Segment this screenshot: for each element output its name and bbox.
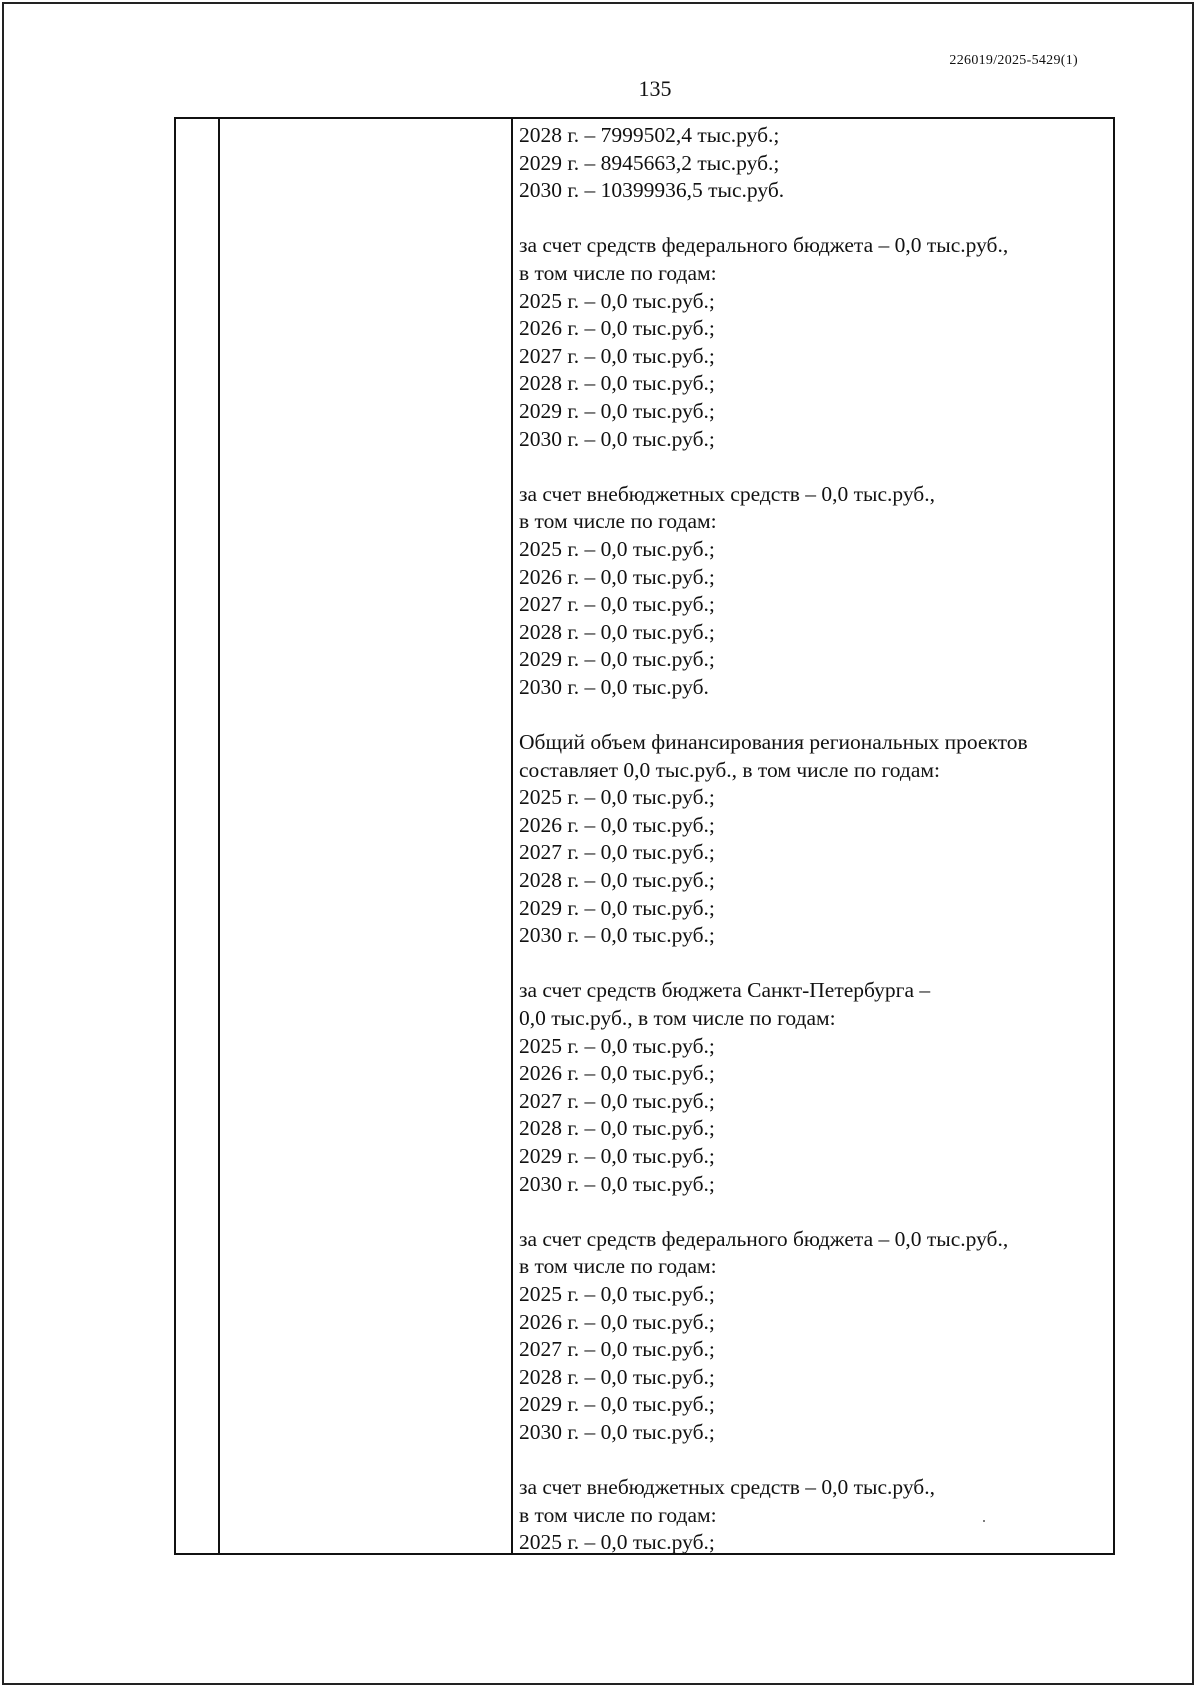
paragraph-gap — [519, 701, 1107, 729]
text-line: 2030 г. – 10399936,5 тыс.руб. — [519, 178, 785, 203]
text-line: в том числе по годам: — [519, 260, 717, 285]
text-line: 0,0 тыс.руб., в том числе по годам: — [519, 1006, 836, 1030]
text-line: 2029 г. – 0,0 тыс.руб.; — [519, 1392, 715, 1417]
paragraph-gap — [519, 950, 1107, 978]
text-line: 2029 г. – 0,0 тыс.руб.; — [519, 895, 715, 920]
text-line: в том числе по годам: — [519, 509, 717, 534]
text-line: 2028 г. – 7999502,4 тыс.руб.; — [519, 123, 780, 147]
text-line: 2030 г. – 0,0 тыс.руб.; — [519, 923, 715, 948]
text-line: 2027 г. – 0,0 тыс.руб.; — [519, 1088, 715, 1113]
text-line: 2028 г. – 0,0 тыс.руб.; — [519, 619, 715, 644]
text-line: 2026 г. – 0,0 тыс.руб.; — [519, 564, 715, 589]
paragraph-gap — [519, 453, 1107, 481]
text-line: 2028 г. – 0,0 тыс.руб.; — [519, 1364, 715, 1389]
text-line: составляет 0,0 тыс.руб., в том числе по годам: — [519, 757, 940, 782]
text-line: 2029 г. – 0,0 тыс.руб.; — [519, 647, 715, 672]
paragraph-gap — [519, 205, 1107, 233]
financing-table — [174, 117, 1115, 1555]
text-line: 2025 г. – 0,0 тыс.руб.; — [519, 1281, 715, 1306]
text-line: 2026 г. – 0,0 тыс.руб.; — [519, 316, 715, 341]
text-line: 2029 г. – 0,0 тыс.руб.; — [519, 398, 715, 423]
text-line: 2027 г. – 0,0 тыс.руб.; — [519, 840, 715, 865]
text-line: 2028 г. – 0,0 тыс.руб.; — [519, 1116, 715, 1141]
column-divider-2 — [511, 119, 513, 1553]
text-line: 2027 г. – 0,0 тыс.руб.; — [519, 592, 715, 617]
paragraph-gap — [519, 1447, 1107, 1475]
text-line: 2029 г. – 0,0 тыс.руб.; — [519, 1143, 715, 1168]
text-line: 2026 г. – 0,0 тыс.руб.; — [519, 1309, 715, 1334]
document-number: 226019/2025-5429(1) — [949, 53, 1078, 68]
text-line: 2025 г. – 0,0 тыс.руб.; — [519, 785, 715, 810]
text-line: 2025 г. – 0,0 тыс.руб.; — [519, 536, 715, 561]
text-line: 2026 г. – 0,0 тыс.руб.; — [519, 1061, 715, 1086]
text-line: 2030 г. – 0,0 тыс.руб.; — [519, 426, 715, 451]
text-line: 2030 г. – 0,0 тыс.руб.; — [519, 1419, 715, 1444]
text-line: 2025 г. – 0,0 тыс.руб.; — [519, 1033, 715, 1058]
text-line: за счет средств бюджета Санкт-Петербурга – — [519, 978, 931, 1003]
text-line: за счет внебюджетных средств – 0,0 тыс.руб., — [519, 1475, 935, 1500]
text-line: 2029 г. – 8945663,2 тыс.руб.; — [519, 150, 780, 175]
paragraph-gap — [519, 1198, 1107, 1226]
page-number: 135 — [638, 76, 672, 101]
text-line: за счет средств федерального бюджета – 0,0 тыс.руб., — [519, 1226, 1009, 1251]
text-line: в том числе по годам: — [519, 1502, 717, 1527]
text-line: Общий объем финансирования региональных проектов — [519, 730, 1028, 755]
text-line: 2030 г. – 0,0 тыс.руб. — [519, 674, 709, 699]
text-line: 2025 г. – 0,0 тыс.руб.; — [519, 1530, 715, 1555]
text-line: 2025 г. – 0,0 тыс.руб.; — [519, 288, 715, 313]
text-line: за счет средств федерального бюджета – 0,0 тыс.руб., — [519, 233, 1009, 258]
text-line: в том числе по годам: — [519, 1254, 717, 1279]
text-line: 2028 г. – 0,0 тыс.руб.; — [519, 371, 715, 396]
column-divider-1 — [218, 119, 220, 1553]
text-line: за счет внебюджетных средств – 0,0 тыс.руб., — [519, 481, 935, 506]
scan-speck — [983, 1520, 985, 1522]
text-line: 2030 г. – 0,0 тыс.руб.; — [519, 1171, 715, 1196]
text-line: 2027 г. – 0,0 тыс.руб.; — [519, 343, 715, 368]
text-line: 2026 г. – 0,0 тыс.руб.; — [519, 812, 715, 837]
financing-cell-text — [519, 122, 1107, 1557]
text-line: 2028 г. – 0,0 тыс.руб.; — [519, 868, 715, 893]
text-line: 2027 г. – 0,0 тыс.руб.; — [519, 1337, 715, 1362]
